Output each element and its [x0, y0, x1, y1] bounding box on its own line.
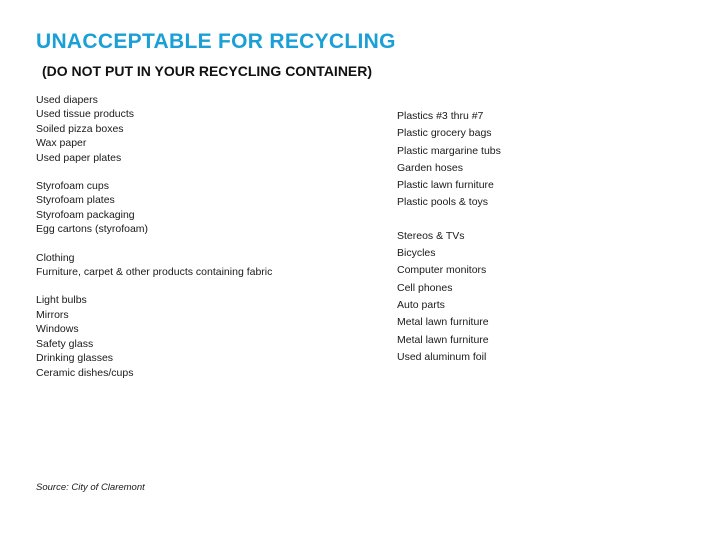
list-item: Plastics #3 thru #7	[397, 110, 484, 122]
right-column	[397, 108, 677, 382]
list-item: Plastic grocery bags	[397, 127, 492, 140]
list-item: Used tissue products	[36, 108, 135, 121]
list-item: Styrofoam plates	[36, 194, 115, 207]
list-item: Drinking glasses	[36, 352, 114, 365]
list-item: Styrofoam cups	[36, 180, 109, 193]
list-item: Plastic lawn furniture	[397, 179, 494, 192]
list-group-metal-electronics	[397, 228, 677, 366]
list-group-fabric	[36, 251, 366, 280]
list-item: Furniture, carpet & other products containing fabric	[36, 266, 273, 279]
list-item: Bicycles	[397, 247, 436, 260]
list-item: Used aluminum foil	[397, 350, 487, 363]
list-item: Stereos & TVs	[397, 229, 465, 242]
list-group-plastics	[397, 108, 677, 212]
list-item: Ceramic dishes/cups	[36, 366, 134, 379]
list-item: Used paper plates	[36, 151, 122, 164]
list-item: Safety glass	[36, 337, 94, 350]
list-item: Windows	[36, 323, 79, 336]
list-item: Auto parts	[397, 298, 445, 311]
page-subtitle: (DO NOT PUT IN YOUR RECYCLING CONTAINER)	[42, 63, 373, 79]
list-item: Metal lawn furniture	[397, 316, 489, 329]
list-item: Used diapers	[36, 94, 98, 106]
list-item: Garden hoses	[397, 161, 463, 174]
list-item: Egg cartons (styrofoam)	[36, 223, 149, 236]
list-item: Metal lawn furniture	[397, 333, 489, 346]
list-item: Plastic margarine tubs	[397, 144, 501, 157]
list-item: Computer monitors	[397, 264, 487, 277]
list-item: Mirrors	[36, 308, 69, 321]
list-group-styrofoam	[36, 179, 366, 237]
source-note: Source: City of Claremont	[36, 482, 145, 493]
list-item: Light bulbs	[36, 294, 87, 307]
list-item: Soiled pizza boxes	[36, 122, 124, 135]
list-group-glass	[36, 293, 366, 379]
list-group-paper	[36, 93, 366, 165]
page-title: UNACCEPTABLE FOR RECYCLING	[36, 30, 396, 53]
left-column	[36, 93, 366, 394]
list-item: Wax paper	[36, 137, 87, 150]
list-item: Plastic pools & toys	[397, 196, 489, 209]
list-item: Cell phones	[397, 281, 453, 294]
list-item: Clothing	[36, 251, 75, 264]
list-item: Styrofoam packaging	[36, 208, 135, 221]
